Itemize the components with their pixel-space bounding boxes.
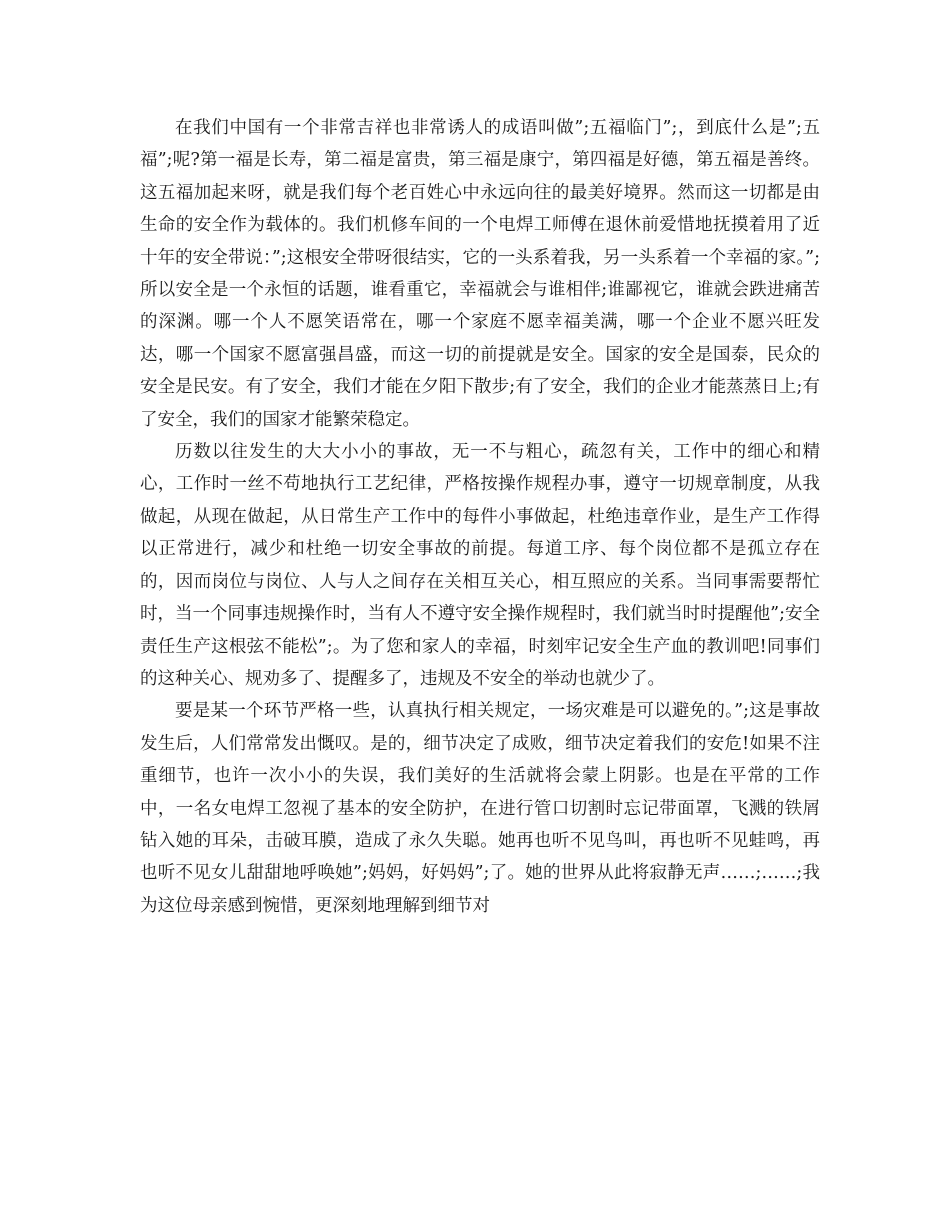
paragraph-details-matter: 要是某一个环节严格一些，认真执行相关规定，一场灾难是可以避免的。”;这是事故发生后，人们常常发出慨叹。是的，细节决定了成败，细节决定着我们的安危!如果不注重细节，也许一次小小的失误，我们美好的生活就将会蒙上阴影。也是在平常的工作中，一名女电焊工忽视了基本的安全防护，在进行管口切割时忘记带面罩，飞溅的铁屑钻入她的耳朵，击破耳膜，造成了永久失聪。她再也听不见鸟叫，再也听不见蛙鸣，再也听不见女儿甜甜地呼唤她”;妈妈，好妈妈”;了。她的世界从此将寂静无声……;……;我为这位母亲感到惋惜，更深刻地理解到细节对 [140, 701, 820, 916]
paragraph-five-blessings: 在我们中国有一个非常吉祥也非常诱人的成语叫做”;五福临门”;，到底什么是”;五福”;呢?第一福是长寿，第二福是富贵，第三福是康宁，第四福是好德，第五福是善终。这五福加起来呀，就是我们每个老百姓心中永远向往的最美好境界。然而这一切都是由生命的安全作为载体的。我们机修车间的一个电焊工师傅在退休前爱惜地抚摸着用了近十年的安全带说：”;这根安全带呀很结实，它的一头系着我，另一头系着一个幸福的家。”;所以安全是一个永恒的话题，谁看重它，幸福就会与谁相伴;谁鄙视它，谁就会跌进痛苦的深渊。哪一个人不愿笑语常在，哪一个家庭不愿幸福美满，哪一个企业不愿兴旺发达，哪一个国家不愿富强昌盛，而这一切的前提就是安全。国家的安全是国泰，民众的安全是民安。有了安全，我们才能在夕阳下散步;有了安全，我们的企业才能蒸蒸日上;有了安全，我们的国家才能繁荣稳定。 [140, 118, 820, 430]
document-body [140, 112, 820, 922]
paragraph-past-accidents: 历数以往发生的大大小小的事故，无一不与粗心，疏忽有关，工作中的细心和精心，工作时一丝不苟地执行工艺纪律，严格按操作规程办事，遵守一切规章制度，从我做起，从现在做起，从日常生产工作中的每件小事做起，杜绝违章作业，是生产工作得以正常进行，减少和杜绝一切安全事故的前提。每道工序、每个岗位都不是孤立存在的，因而岗位与岗位、人与人之间存在关相互关心，相互照应的关系。当同事需要帮忙时，当一个同事违规操作时，当有人不遵守安全操作规程时，我们就当时时提醒他”;安全责任生产这根弦不能松”;。为了您和家人的幸福，时刻牢记安全生产血的教训吧!同事们的这种关心、规劝多了、提醒多了，违规及不安全的举动也就少了。 [140, 442, 820, 689]
